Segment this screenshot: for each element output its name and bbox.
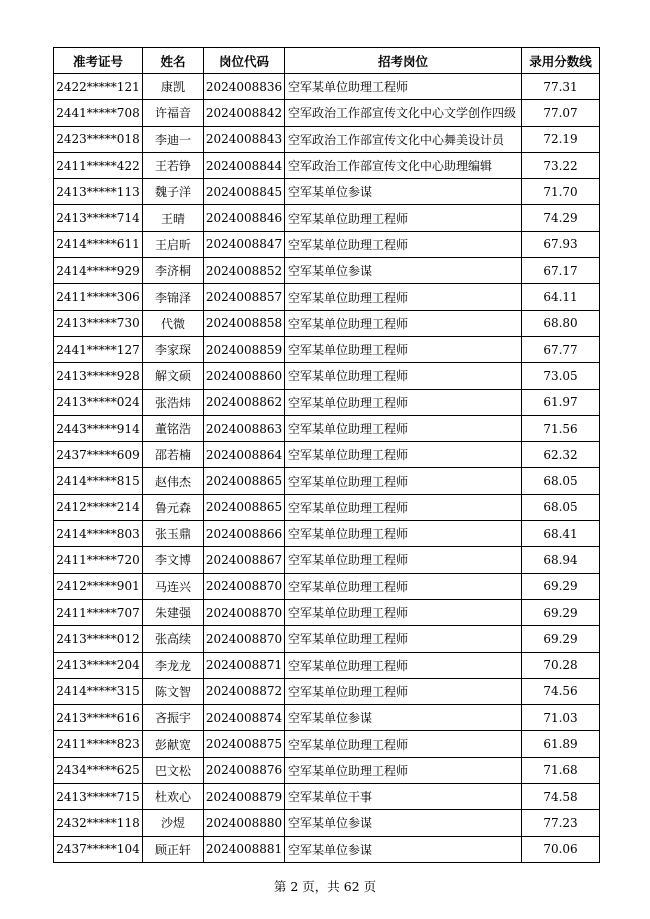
table-body <box>54 74 600 863</box>
position-cell: 空军某单位参谋 <box>285 836 522 862</box>
name-cell: 巴文松 <box>143 757 204 783</box>
position-cell: 空军政治工作部宣传文化中心舞美设计员 <box>285 126 522 152</box>
position-code-cell: 2024008879 <box>204 784 285 810</box>
table-row <box>54 284 600 310</box>
ticket-number-cell: 2413*****012 <box>54 626 143 652</box>
position-code-cell: 2024008847 <box>204 231 285 257</box>
name-cell: 吝振宇 <box>143 705 204 731</box>
table-row <box>54 731 600 757</box>
ticket-number-cell: 2411*****720 <box>54 547 143 573</box>
name-cell: 康凯 <box>143 74 204 100</box>
ticket-number-cell: 2412*****901 <box>54 573 143 599</box>
ticket-number-cell: 2414*****929 <box>54 258 143 284</box>
name-cell: 朱建强 <box>143 599 204 625</box>
score-cell: 67.93 <box>522 231 600 257</box>
table-row <box>54 179 600 205</box>
position-code-cell: 2024008844 <box>204 152 285 178</box>
score-cell: 77.23 <box>522 810 600 836</box>
ticket-number-cell: 2437*****609 <box>54 442 143 468</box>
score-cell: 69.29 <box>522 573 600 599</box>
name-cell: 张浩炜 <box>143 389 204 415</box>
header-position: 招考岗位 <box>285 48 522 74</box>
name-cell: 解文硕 <box>143 363 204 389</box>
position-cell: 空军某单位助理工程师 <box>285 74 522 100</box>
table-row <box>54 152 600 178</box>
name-cell: 代微 <box>143 310 204 336</box>
admission-score-table <box>53 47 600 863</box>
score-cell: 72.19 <box>522 126 600 152</box>
ticket-number-cell: 2443*****914 <box>54 415 143 441</box>
table-row <box>54 74 600 100</box>
score-cell: 68.41 <box>522 521 600 547</box>
name-cell: 马连兴 <box>143 573 204 599</box>
position-cell: 空军某单位助理工程师 <box>285 757 522 783</box>
table-row <box>54 389 600 415</box>
name-cell: 李锦泽 <box>143 284 204 310</box>
table-row <box>54 336 600 362</box>
ticket-number-cell: 2412*****214 <box>54 494 143 520</box>
name-cell: 李济桐 <box>143 258 204 284</box>
name-cell: 李文博 <box>143 547 204 573</box>
position-cell: 空军某单位参谋 <box>285 705 522 731</box>
score-cell: 71.56 <box>522 415 600 441</box>
position-code-cell: 2024008842 <box>204 100 285 126</box>
ticket-number-cell: 2414*****611 <box>54 231 143 257</box>
table-row <box>54 757 600 783</box>
position-code-cell: 2024008870 <box>204 573 285 599</box>
position-cell: 空军某单位助理工程师 <box>285 521 522 547</box>
header-ticket-number: 准考证号 <box>54 48 143 74</box>
table-row <box>54 258 600 284</box>
header-position-code: 岗位代码 <box>204 48 285 74</box>
ticket-number-cell: 2413*****714 <box>54 205 143 231</box>
score-cell: 74.56 <box>522 678 600 704</box>
score-cell: 69.29 <box>522 599 600 625</box>
ticket-number-cell: 2411*****306 <box>54 284 143 310</box>
score-cell: 70.06 <box>522 836 600 862</box>
position-cell: 空军某单位助理工程师 <box>285 389 522 415</box>
table-row <box>54 205 600 231</box>
position-cell: 空军某单位助理工程师 <box>285 363 522 389</box>
score-cell: 70.28 <box>522 652 600 678</box>
position-code-cell: 2024008881 <box>204 836 285 862</box>
ticket-number-cell: 2414*****315 <box>54 678 143 704</box>
name-cell: 邵若楠 <box>143 442 204 468</box>
position-code-cell: 2024008870 <box>204 626 285 652</box>
name-cell: 李家琛 <box>143 336 204 362</box>
position-cell: 空军某单位助理工程师 <box>285 731 522 757</box>
position-code-cell: 2024008845 <box>204 179 285 205</box>
position-cell: 空军某单位助理工程师 <box>285 468 522 494</box>
table-row <box>54 126 600 152</box>
ticket-number-cell: 2413*****928 <box>54 363 143 389</box>
table-row <box>54 652 600 678</box>
position-cell: 空军某单位助理工程师 <box>285 336 522 362</box>
position-code-cell: 2024008865 <box>204 494 285 520</box>
score-cell: 74.58 <box>522 784 600 810</box>
ticket-number-cell: 2413*****616 <box>54 705 143 731</box>
ticket-number-cell: 2411*****422 <box>54 152 143 178</box>
position-code-cell: 2024008864 <box>204 442 285 468</box>
score-cell: 68.05 <box>522 468 600 494</box>
ticket-number-cell: 2414*****803 <box>54 521 143 547</box>
table-row <box>54 599 600 625</box>
name-cell: 李龙龙 <box>143 652 204 678</box>
name-cell: 王启昕 <box>143 231 204 257</box>
name-cell: 赵伟杰 <box>143 468 204 494</box>
table-row <box>54 442 600 468</box>
score-cell: 73.22 <box>522 152 600 178</box>
score-cell: 67.77 <box>522 336 600 362</box>
position-code-cell: 2024008862 <box>204 389 285 415</box>
position-code-cell: 2024008872 <box>204 678 285 704</box>
score-cell: 71.70 <box>522 179 600 205</box>
header-score-line: 录用分数线 <box>522 48 600 74</box>
table-row <box>54 810 600 836</box>
position-code-cell: 2024008867 <box>204 547 285 573</box>
position-cell: 空军某单位助理工程师 <box>285 652 522 678</box>
ticket-number-cell: 2437*****104 <box>54 836 143 862</box>
table-row <box>54 573 600 599</box>
header-name: 姓名 <box>143 48 204 74</box>
table-row <box>54 521 600 547</box>
score-cell: 74.29 <box>522 205 600 231</box>
name-cell: 张玉鼎 <box>143 521 204 547</box>
position-code-cell: 2024008870 <box>204 599 285 625</box>
position-code-cell: 2024008863 <box>204 415 285 441</box>
score-cell: 62.32 <box>522 442 600 468</box>
name-cell: 李迪一 <box>143 126 204 152</box>
position-code-cell: 2024008858 <box>204 310 285 336</box>
ticket-number-cell: 2413*****204 <box>54 652 143 678</box>
table-row <box>54 415 600 441</box>
table-row <box>54 836 600 862</box>
ticket-number-cell: 2441*****708 <box>54 100 143 126</box>
position-cell: 空军政治工作部宣传文化中心文学创作四级 <box>285 100 522 126</box>
position-cell: 空军某单位干事 <box>285 784 522 810</box>
score-cell: 71.68 <box>522 757 600 783</box>
position-cell: 空军某单位助理工程师 <box>285 205 522 231</box>
position-code-cell: 2024008852 <box>204 258 285 284</box>
position-code-cell: 2024008846 <box>204 205 285 231</box>
table-row <box>54 547 600 573</box>
position-cell: 空军某单位助理工程师 <box>285 284 522 310</box>
name-cell: 彭献宽 <box>143 731 204 757</box>
table-row <box>54 100 600 126</box>
table-row <box>54 705 600 731</box>
position-code-cell: 2024008859 <box>204 336 285 362</box>
ticket-number-cell: 2411*****823 <box>54 731 143 757</box>
position-code-cell: 2024008865 <box>204 468 285 494</box>
position-cell: 空军某单位助理工程师 <box>285 678 522 704</box>
table-row <box>54 310 600 336</box>
score-cell: 77.07 <box>522 100 600 126</box>
name-cell: 董铭浩 <box>143 415 204 441</box>
score-cell: 77.31 <box>522 74 600 100</box>
table-row <box>54 626 600 652</box>
ticket-number-cell: 2434*****625 <box>54 757 143 783</box>
name-cell: 许福音 <box>143 100 204 126</box>
position-code-cell: 2024008857 <box>204 284 285 310</box>
position-code-cell: 2024008836 <box>204 74 285 100</box>
score-cell: 68.80 <box>522 310 600 336</box>
score-cell: 67.17 <box>522 258 600 284</box>
position-cell: 空军某单位助理工程师 <box>285 547 522 573</box>
score-cell: 64.11 <box>522 284 600 310</box>
position-cell: 空军某单位助理工程师 <box>285 599 522 625</box>
table-row <box>54 231 600 257</box>
ticket-number-cell: 2413*****730 <box>54 310 143 336</box>
position-cell: 空军某单位助理工程师 <box>285 310 522 336</box>
ticket-number-cell: 2414*****815 <box>54 468 143 494</box>
position-cell: 空军某单位助理工程师 <box>285 494 522 520</box>
score-cell: 61.97 <box>522 389 600 415</box>
table-row <box>54 784 600 810</box>
ticket-number-cell: 2411*****707 <box>54 599 143 625</box>
score-cell: 71.03 <box>522 705 600 731</box>
name-cell: 陈文智 <box>143 678 204 704</box>
name-cell: 顾正轩 <box>143 836 204 862</box>
table-row <box>54 494 600 520</box>
name-cell: 王晴 <box>143 205 204 231</box>
ticket-number-cell: 2413*****024 <box>54 389 143 415</box>
table-row <box>54 363 600 389</box>
position-cell: 空军某单位助理工程师 <box>285 231 522 257</box>
position-cell: 空军某单位助理工程师 <box>285 415 522 441</box>
position-code-cell: 2024008875 <box>204 731 285 757</box>
ticket-number-cell: 2441*****127 <box>54 336 143 362</box>
name-cell: 魏子洋 <box>143 179 204 205</box>
table-row <box>54 468 600 494</box>
position-cell: 空军政治工作部宣传文化中心助理编辑 <box>285 152 522 178</box>
page-number-footer: 第 2 页，共 62 页 <box>273 879 377 894</box>
table-header-row <box>54 48 600 74</box>
ticket-number-cell: 2422*****121 <box>54 74 143 100</box>
position-code-cell: 2024008871 <box>204 652 285 678</box>
score-cell: 68.94 <box>522 547 600 573</box>
position-code-cell: 2024008843 <box>204 126 285 152</box>
position-cell: 空军某单位助理工程师 <box>285 626 522 652</box>
score-cell: 68.05 <box>522 494 600 520</box>
position-cell: 空军某单位助理工程师 <box>285 573 522 599</box>
score-cell: 69.29 <box>522 626 600 652</box>
ticket-number-cell: 2432*****118 <box>54 810 143 836</box>
name-cell: 沙煜 <box>143 810 204 836</box>
position-cell: 空军某单位参谋 <box>285 258 522 284</box>
name-cell: 王若铮 <box>143 152 204 178</box>
score-cell: 73.05 <box>522 363 600 389</box>
table-row <box>54 678 600 704</box>
score-cell: 61.89 <box>522 731 600 757</box>
name-cell: 鲁元森 <box>143 494 204 520</box>
ticket-number-cell: 2423*****018 <box>54 126 143 152</box>
position-cell: 空军某单位助理工程师 <box>285 442 522 468</box>
position-code-cell: 2024008874 <box>204 705 285 731</box>
position-code-cell: 2024008860 <box>204 363 285 389</box>
position-cell: 空军某单位参谋 <box>285 179 522 205</box>
position-code-cell: 2024008876 <box>204 757 285 783</box>
ticket-number-cell: 2413*****113 <box>54 179 143 205</box>
ticket-number-cell: 2413*****715 <box>54 784 143 810</box>
position-cell: 空军某单位参谋 <box>285 810 522 836</box>
position-code-cell: 2024008866 <box>204 521 285 547</box>
name-cell: 张高续 <box>143 626 204 652</box>
position-code-cell: 2024008880 <box>204 810 285 836</box>
name-cell: 杜欢心 <box>143 784 204 810</box>
